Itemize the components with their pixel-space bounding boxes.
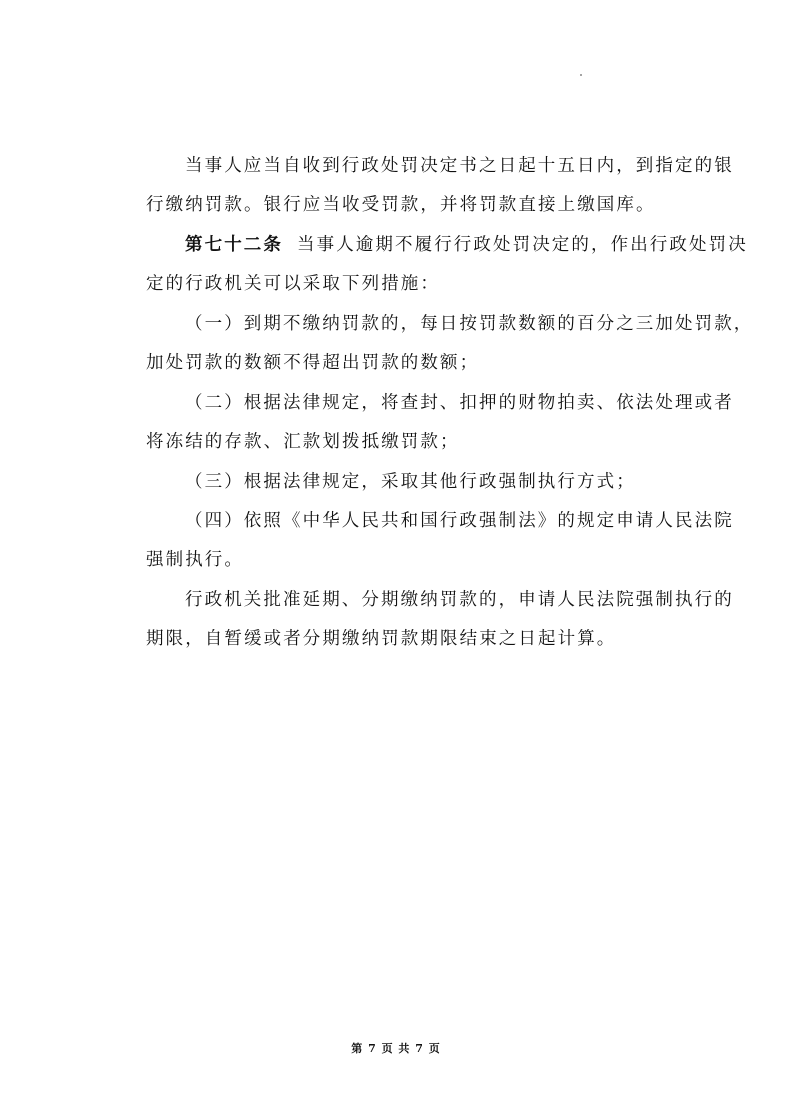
measure-1-line-2: 加处罚款的数额不得超出罚款的数额； [146,353,480,373]
article-72-text: 当事人逾期不履行行政处罚决定的，作出行政处罚决 [297,235,748,255]
measure-4-line-1: （四）依照《中华人民共和国行政强制法》的规定申请人民法院 [185,511,734,531]
measure-1-line-1: （一）到期不缴纳罚款的，每日按罚款数额的百分之三加处罚款， [185,314,754,334]
final-paragraph-line-2: 期限，自暂缓或者分期缴纳罚款期限结束之日起计算。 [146,629,617,649]
measure-2-line-2: 将冻结的存款、汇款划拨抵缴罚款； [146,432,460,452]
measure-4-line-2: 强制执行。 [146,550,244,570]
measure-2-line-1: （二）根据法律规定，将查封、扣押的财物拍卖、依法处理或者 [185,393,734,413]
measure-3-line-1: （三）根据法律规定，采取其他行政强制执行方式； [185,472,636,492]
article-72-line-2: 定的行政机关可以采取下列措施： [146,274,440,294]
paragraph-1-line-2: 行缴纳罚款。银行应当收受罚款，并将罚款直接上缴国库。 [146,195,656,215]
paragraph-1-line-1: 当事人应当自收到行政处罚决定书之日起十五日内，到指定的银 [185,156,734,176]
article-72-heading-line [185,233,765,257]
page-number-footer: 第 7 页 共 7 页 [351,1042,441,1055]
scan-speck [580,74,582,76]
final-paragraph-line-1: 行政机关批准延期、分期缴纳罚款的，申请人民法院强制执行的 [185,590,734,610]
article-label: 第七十二条 [185,235,283,255]
